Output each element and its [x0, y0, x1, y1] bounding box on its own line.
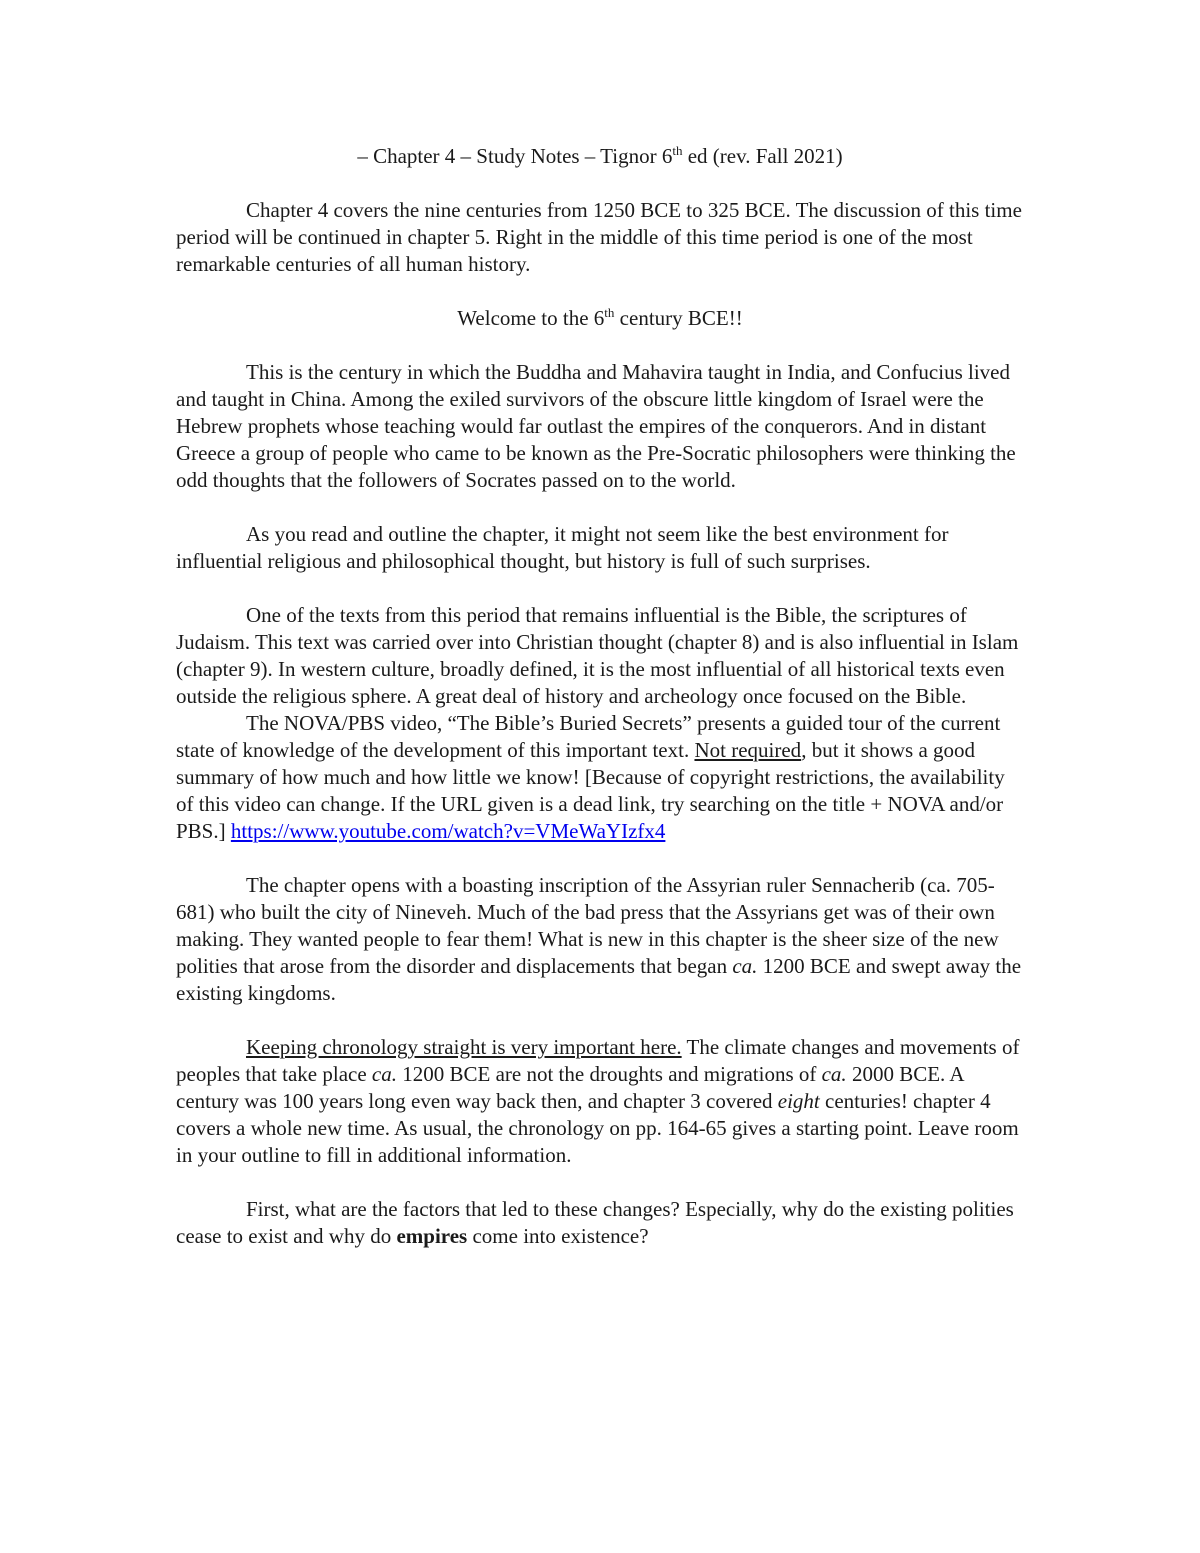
- nova-text-b: , but it shows a good summary of how much and how little we know! [Because of copyright restrictions, the availability of this video can change. If the URL given is a dead link, try searching on the title + NOVA and/or PBS.]: [176, 738, 1005, 843]
- chronology-eight: eight: [777, 1089, 820, 1113]
- assyria-circa: ca.: [732, 954, 758, 978]
- chronology-circa-2: ca.: [821, 1062, 847, 1086]
- title-text-pre: – Chapter 4 – Study Notes – Tignor 6: [357, 144, 673, 168]
- factors-text-a: First, what are the factors that led to these changes? Especially, why do the existing polities cease to exist and why do: [176, 1197, 1014, 1248]
- chronology-text-a: The climate changes and movements of peoples that take place: [176, 1035, 1020, 1086]
- factors-text-b: come into existence?: [467, 1224, 649, 1248]
- assyria-text-b: 1200 BCE and swept away the existing kingdoms.: [176, 954, 1022, 1005]
- chronology-text-b: 1200 BCE are not the droughts and migrations of: [397, 1062, 822, 1086]
- paragraph-outline-advice: As you read and outline the chapter, it might not seem like the best environment for influential religious and philosophical thought, but history is full of such surprises.: [176, 522, 949, 573]
- welcome-superscript: th: [604, 305, 615, 320]
- not-required-note: Not required: [694, 738, 802, 762]
- chronology-text-c: 2000 BCE. A century was 100 years long even way back then, and chapter 3 covered: [176, 1062, 964, 1113]
- paragraph-chronology: [176, 1034, 1024, 1169]
- title-superscript: th: [672, 143, 683, 158]
- welcome-text-pre: Welcome to the 6: [457, 306, 605, 330]
- paragraph-assyria: [176, 872, 1024, 1007]
- chronology-text-d: centuries! chapter 4 covers a whole new time. As usual, the chronology on pp. 164-65 gives a starting point. Leave room in your outline to fill in additional information.: [176, 1089, 1019, 1167]
- chronology-emphasis: Keeping chronology straight is very important here.: [246, 1035, 682, 1059]
- welcome-text-post: century BCE!!: [614, 306, 743, 330]
- paragraph-sixth-century: This is the century in which the Buddha and Mahavira taught in India, and Confucius lived and taught in China. Among the exiled survivors of the obscure little kingdom of Israel were the Hebrew prophets whose teaching would far outlast the empires of the conquerors. And in distant Greece a group of people who came to be known as the Pre-Socratic philosophers were thinking the odd thoughts that the followers of Socrates passed on to the world.: [176, 360, 1016, 492]
- paragraph-factors: [176, 1196, 1024, 1250]
- paragraph-nova-video: [176, 710, 1024, 845]
- youtube-video-link[interactable]: https://www.youtube.com/watch?v=VMeWaYIzfx4: [230, 819, 666, 843]
- assyria-text-a: The chapter opens with a boasting inscription of the Assyrian ruler Sennacherib (ca. 705-681) who built the city of Nineveh. Much of the bad press that the Assyrians get was of their own making. They wanted people to fear them! What is new in this chapter is the sheer size of the new polities that arose from the disorder and displacements that began: [176, 873, 999, 978]
- chronology-circa-1: ca.: [371, 1062, 397, 1086]
- paragraph-intro: Chapter 4 covers the nine centuries from 1250 BCE to 325 BCE. The discussion of this time period will be continued in chapter 5. Right in the middle of this time period is one of the most remarkable centuries of all human history.: [176, 198, 1022, 276]
- empires-bold: empires: [396, 1224, 468, 1248]
- paragraph-bible: One of the texts from this period that remains influential is the Bible, the scriptures of Judaism. This text was carried over into Christian thought (chapter 8) and is also influential in Islam (chapter 9). In western culture, broadly defined, it is the most influential of all historical texts even outside the religious sphere. A great deal of history and archeology once focused on the Bible.: [176, 603, 1019, 708]
- nova-text-a: The NOVA/PBS video, “The Bible’s Buried Secrets” presents a guided tour of the current state of knowledge of the development of this important text.: [176, 711, 1001, 762]
- title-text-post: ed (rev. Fall 2021): [682, 144, 843, 168]
- page-title: [176, 143, 1024, 170]
- document-page: [176, 143, 1024, 1277]
- welcome-heading: [176, 305, 1024, 332]
